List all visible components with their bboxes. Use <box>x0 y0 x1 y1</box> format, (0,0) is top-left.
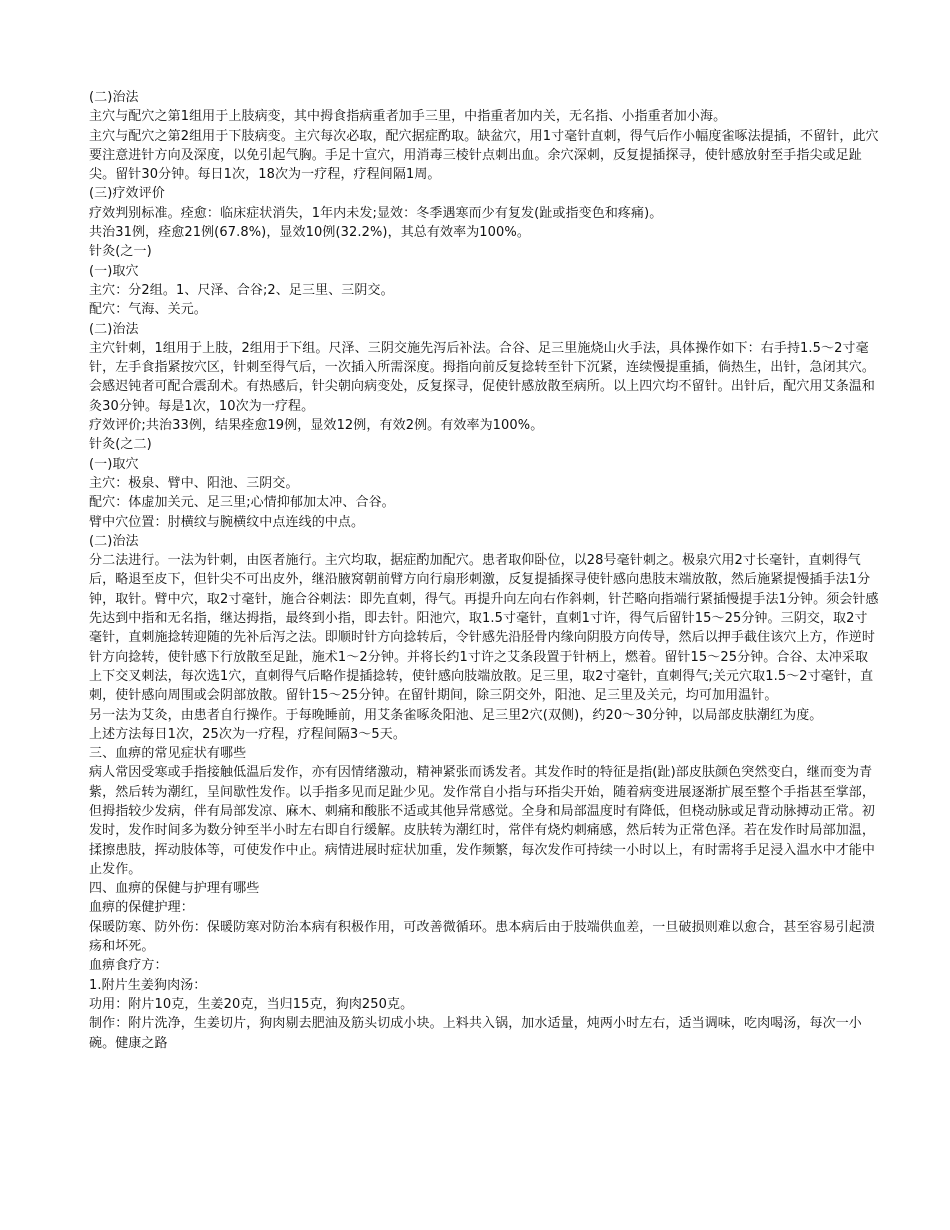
recipe-title: 1.附片生姜狗肉汤： <box>89 977 207 993</box>
heading-acupoints: (一)取穴 <box>89 456 139 472</box>
heading-method: (二)治法 <box>89 321 139 337</box>
paragraph: 血痹的保健护理： <box>89 900 194 916</box>
paragraph: 主穴与配穴之第2组用于下肢病变。主穴每次必取，配穴据症酌取。缺盆穴，用1寸毫针直刺，得气后作小幅度雀啄法提插，不留针，此穴要注意进针方向及深度，以免引起气胸。手足十宣穴，用消毒三棱针点刺出血。余穴深刺，反复提插探寻，使针感放射至手指尖或足趾尖。留针30分钟。每日1次，18次为一疗程，疗程间隔1周。 <box>89 128 879 183</box>
heading-care: 四、血痹的保健与护理有哪些 <box>89 881 260 897</box>
heading-evaluation: (三)疗效评价 <box>89 186 165 202</box>
paragraph: 功用：附片10克，生姜20克，当归15克，狗肉250克。 <box>89 996 414 1012</box>
heading-acupuncture-1: 针灸(之一) <box>89 244 152 260</box>
paragraph: 共治31例，痊愈21例(67.8%)，显效10例(32.2%)，其总有效率为100%。 <box>89 225 530 241</box>
document-body <box>89 88 879 1053</box>
paragraph: 疗效评价;共治33例，结果痊愈19例，显效12例，有效2例。有效率为100%。 <box>89 418 544 434</box>
heading-acupuncture-2: 针灸(之二) <box>89 437 152 453</box>
paragraph: 保暖防寒、防外伤：保暖防寒对防治本病有积极作用，可改善微循环。患本病后由于肢端供血差，一旦破损则难以愈合，甚至容易引起溃疡和坏死。 <box>89 919 876 955</box>
paragraph: 另一法为艾灸，由患者自行操作。于每晚睡前，用艾条雀啄灸阳池、足三里2穴(双侧)，约20～30分钟，以局部皮肤潮红为度。 <box>89 707 823 723</box>
heading-acupoints: (一)取穴 <box>89 263 139 279</box>
paragraph: 血痹食疗方： <box>89 958 168 974</box>
paragraph: 主穴：极泉、臂中、阳池、三阴交。 <box>89 475 299 491</box>
paragraph: 臂中穴位置：肘横纹与腕横纹中点连线的中点。 <box>89 514 365 530</box>
paragraph: 疗效判别标准。痊愈：临床症状消失，1年内未发;显效：冬季遇寒而少有复发(趾或指变色和疼痛)。 <box>89 205 663 221</box>
paragraph: 上述方法每日1次，25次为一疗程，疗程间隔3～5天。 <box>89 726 406 742</box>
paragraph: 主穴与配穴之第1组用于上肢病变，其中拇食指病重者加手三里，中指重者加内关，无名指、小指重者加小海。 <box>89 109 727 125</box>
paragraph: 制作：附片洗净，生姜切片，狗肉剔去肥油及筋头切成小块。上料共入锅，加水适量，炖两小时左右，适当调味，吃肉喝汤，每次一小碗。健康之路 <box>89 1016 862 1051</box>
paragraph: 病人常因受寒或手指接触低温后发作，亦有因情绪激动，精神紧张而诱发者。其发作时的特征是指(趾)部皮肤颜色突然变白，继而变为青紫，然后转为潮红，呈间歇性发作。以手指多见而足趾少见。发作常自小指与环指尖开始，随着病变进展逐渐扩展至整个手指甚至掌部，但拇指较少发病，伴有局部发凉、麻木、刺痛和酸胀不适或其他异常感觉。全身和局部温度时有降低，但桡动脉或足背动脉搏动正常。初发时，发作时间多为数分钟至半小时左右即自行缓解。皮肤转为潮红时，常伴有烧灼刺痛感，然后转为正常色泽。若在发作时局部加温，揉擦患肢，挥动肢体等，可使发作中止。病情进展时症状加重，发作频繁，每次发作可持续一小时以上，有时需将手足浸入温水中才能中止发作。 <box>89 765 876 877</box>
paragraph: 主穴：分2组。1、尺泽、合谷;2、足三里、三阴交。 <box>89 282 394 298</box>
heading-symptoms: 三、血痹的常见症状有哪些 <box>89 746 247 762</box>
paragraph: 配穴：体虚加关元、足三里;心情抑郁加太冲、合谷。 <box>89 495 395 511</box>
heading-method: (二)治法 <box>89 90 139 105</box>
heading-method: (二)治法 <box>89 533 139 549</box>
paragraph: 配穴：气海、关元。 <box>89 302 207 318</box>
paragraph: 分二法进行。一法为针刺，由医者施行。主穴均取，据症酌加配穴。患者取仰卧位，以28号毫针刺之。极泉穴用2寸长毫针，直刺得气后，略退至皮下，但针尖不可出皮外，继沿腋窝朝前臂方向行扇形刺激，反复提插探寻使针感向患肢末端放散，然后施紧提慢插手法1分钟，取针。臂中穴，取2寸毫针，施合谷刺法：即先直刺，得气。再提升向左向右作斜刺，针芒略向指端行紧插慢提手法1分钟。须会针感先达到中指和无名指，继达拇指，最终到小指，即去针。阳池穴，取1.5寸毫针，直刺1寸许，得气后留针15～25分钟。三阴交，取2寸毫针，直刺施捻转迎随的先补后泻之法。即顺时针方向捻转后，令针感先沿胫骨内缘向阴股方向传导，然后以押手截住该穴上方，作逆时针方向捻转，使针感下行放散至足趾，施术1～2分钟。并将长约1寸许之艾条段置于针柄上，燃着。留针15～25分钟。合谷、太冲采取上下交叉刺法，每次选1穴，直刺得气后略作提插捻转，使针感向肢端放散。足三里，取2寸毫针，直刺得气;关元穴取1.5～2寸毫针，直刺，使针感向周围或会阴部放散。留针15～25分钟。在留针期间，除三阴交外，阳池、足三里及关元，均可加用温针。 <box>89 553 879 704</box>
paragraph: 主穴针刺，1组用于上肢，2组用于下组。尺泽、三阴交施先泻后补法。合谷、足三里施烧山火手法，具体操作如下：右手持1.5～2寸毫针，左手食指紧按穴区，针刺至得气后，一次插入所需深度。拇指向前反复捻转至针下沉紧，连续慢提重插，倘热生，出针，急闭其穴。会感迟钝者可配合震刮术。有热感后，针尖朝向病变处，反复探寻，促使针感放散至病所。以上四穴均不留针。出针后，配穴用艾条温和灸30分钟。每是1次，10次为一疗程。 <box>89 340 876 414</box>
